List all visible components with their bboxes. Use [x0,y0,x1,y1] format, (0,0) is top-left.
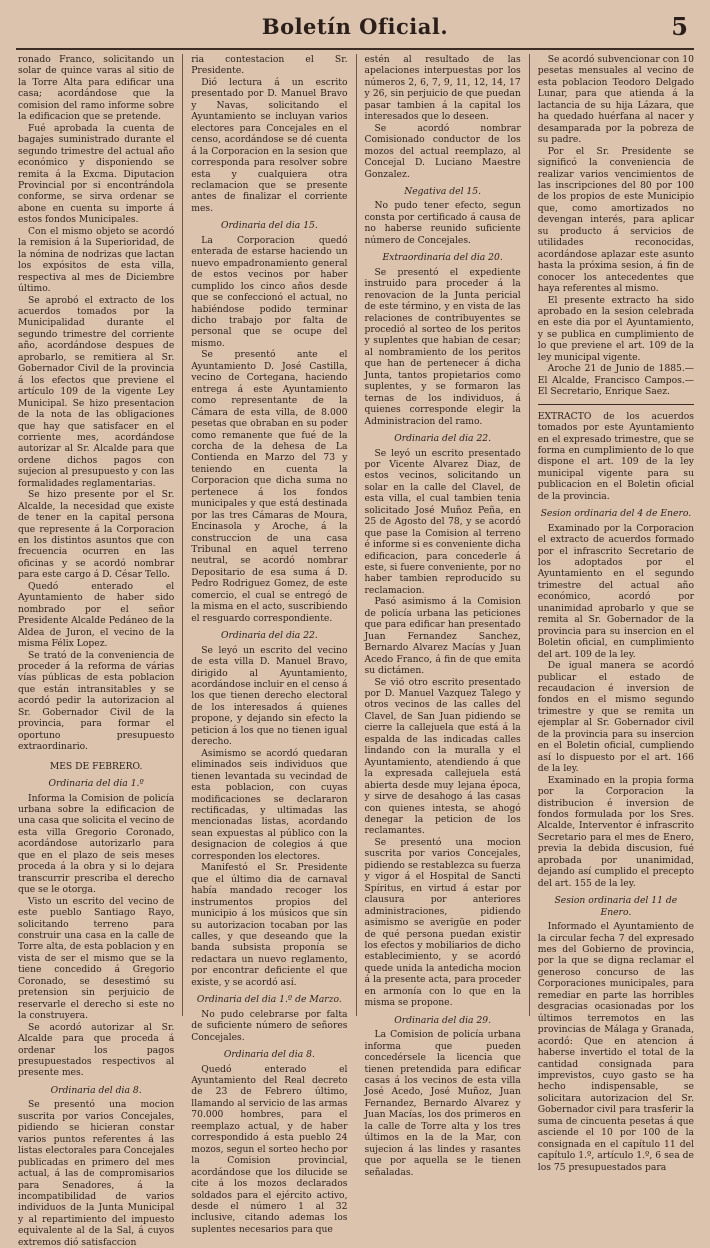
session-heading: Sesion ordinaria del 4 de Enero. [540,508,692,520]
text-columns [18,54,694,1248]
paragraph: Se leyó un escrito presentado por Vicente Alvarez Diaz, de estos vecinos, solicitando un solar en la calle del Clavel, de esta villa, el cual tambien tenia solicitado José Muñoz Peña, en 25 de Agosto del 78, y se acordó que pase la Comision al terreno é informe si es conveniente dicha edificacion, para concederle á este, si fuere conveniente, por no haber tambien reproducido su reclamacion. [364,447,521,596]
paragraph: Fué aprobada la cuenta de bagajes suministrado durante el segundo trimestre del actual año económico y disponiendo se remita á la Excma. Diputacion Provincial por si encontrándola conforme, se sirva ordenar se abone en cuenta su importe á estos fondos Municipales. [18,122,175,226]
paragraph: Se presentó una mocion suscrita por varios Concejales, pidiendo se hicieran constar varios puntos referentes á las listas electorales para Concejales publicadas en primero del mes actual, á las de compromisarios para Senadores, á la incompatibilidad de varios individuos de la Junta Municipal y al repartimiento del impuesto equivalente al de la Sal, á cuyos extremos dió satisfaccion [18,1099,175,1248]
paragraph: Quedó enterado el Ayuntamiento de haber sido nombrado por el señor Presidente Alcalde Pedáneo de la Aldea de Juron, el vecino de la misma Félix Lopez. [18,580,175,650]
paragraph: La Corporacion quedó enterada de estarse haciendo un nuevo empadronamiento general de estos vecinos por haber cumplido los cinco años desde que se confeccionó el actual, no habiéndose podido terminar dicho trabajo por falta de personal que se ocupe del mismo. [191,234,348,349]
column-2 [191,54,348,1235]
paragraph: Examinado por la Corporacion el extracto de acuerdos formado por el infrascrito Secretario de los adoptados por el Ayuntamiento en el segundo trimestre del actual año económico, acordó por unanimidad aprobarlo y que se remita al Sr. Gobernador de la provincia para su insercion en el Boletin oficial, en cumplimiento del art. 109 de la ley. [537,522,694,660]
paragraph: Informa la Comision de policía urbana sobre la edificacion de una casa que solicita el vecino de esta villa Gregorio Coronado, acordándose autorizarlo para que en el plazo de seis meses proceda á la obra y si lo dejara transcurrir prescriba el derecho que se le otorga. [18,792,175,896]
paragraph: Dió lectura á un escrito presentado por D. Manuel Bravo y Navas, solicitando el Ayuntamiento se incluyan varios electores para Concejales en el censo, acordándose se dé cuenta á la Corporacion en la sesion que corresponda para resolver sobre esta y cualquiera otra reclamacion que se presente antes de finalizar el corriente mes. [191,76,348,214]
month-heading: MES DE FEBRERO. [49,760,143,772]
paragraph: ronado Franco, solicitando un solar de quince varas al sitio de la Torre Alta para edificar una casa; acordándose que la comision del ramo informe sobre la edificacion que se pretende. [18,54,175,123]
paragraph: Visto un escrito del vecino de este pueblo Santiago Rayo, solicitando terreno para construir una casa en la calle de Torre alta, de esta poblacion y en vista de ser el mismo que se la tiene concedido á Gregorio Coronado, se desestimó su pretension sin perjuicio de reservarle el derecho si este no la construyera. [18,895,175,1022]
paragraph: Se vió otro escrito presentado por D. Manuel Vazquez Talego y otros vecinos de las calles del Clavel, de San Juan pidiendo se cierre la callejuela que está á la espalda de las indicadas calles lindando con la muralla y el Ayuntamiento, atendiendo á que la expresada callejuela está abierta desde muy lejana época, y sirve de desahogo á las casas con quienes intesta, se ahogó denegar la peticion de los reclamantes. [364,676,521,837]
paragraph: ria contestacion el Sr. Presidente. [191,54,348,77]
paragraph: Se aprobó el extracto de los acuerdos tomados por la Municipalidad durante el segundo trimestre del corriente año, acordándose despues de aprobarlo, se remitiera al Sr. Gobernador Civil de la provincia á los efectos que previene el artículo 109 de la vigente Ley Municipal. Se hizo presentacion de la nota de las obligaciones que hay que satisfacer en el corriente mes, acordándose autorizar al Sr. Alcalde para que ordene dichos pagos con sujecion al presupuesto y con las formalidades reglamentarias. [18,294,175,489]
paragraph: estén al resultado de las apelaciones interpuestas por los números 2, 6, 7, 9, 11, 12, 14, 17 y 26, sin perjuicio de que puedan pasar tambien á la capital los interesados que lo deseen. [364,54,521,123]
column-3 [364,54,521,1178]
session-heading: Ordinaria del dia 1.º de Marzo. [196,994,342,1006]
section-rule [538,404,694,405]
paragraph: Se trató de la conveniencia de proceder á la reforma de várias vías públicas de esta poblacion que están intransitables y se acordó pedir la autorizacion al Sr. Gobernador Civil de la provincia, para formar el oportuno presupuesto extraordinario. [18,649,175,753]
paragraph: Se hizo presente por el Sr. Alcalde, la necesidad que existe de tener en la capital persona que represente á la Corporacion en los distintos asuntos que con frecuencia ocurren en las oficinas y se acordó nombrar para este cargo á D. César Tello. [18,489,175,581]
paragraph: No pudo celebrarse por falta de suficiente número de señores Concejales. [191,1008,348,1043]
paragraph: EXTRACTO de los acuerdos tomados por este Ayuntamiento en el expresado trimestre, que se forma en cumplimiento de lo que dispone el art. 109 de la ley municipal vigente para su publicacion en el Boletin oficial de la provincia. [537,410,694,502]
paragraph: Con el mismo objeto se acordó la remision á la Superioridad, de la nómina de nodrizas que lactan los expósitos de esta villa, respectiva al mes de Diciembre último. [18,225,175,295]
paragraph: De igual manera se acordó publicar el estado de recaudacion é inversion de fondos en el mismo segundo trimestre y que se remita un ejemplar al Sr. Gobernador civil de la provincia para su insercion en el Boletin oficial, cumpliendo así lo dispuesto por el art. 166 de la ley. [537,660,694,775]
paragraph: Quedó enterado el Ayuntamiento del Real decreto de 23 de Febrero último, llamando al servicio de las armas 70.000 hombres, para el reemplazo actual, y de haber correspondido á esta pueblo 24 mozos, segun el sorteo hecho por la Comision provincial, acordándose que los dilucide se cite á los mozos declarados soldados para el ejército activo, desde el número 1 al 32 inclusive, citando ademas los suplentes necesarios para que [191,1063,348,1235]
paragraph: No pudo tener efecto, segun consta por certificado á causa de no haberse reunido suficiente número de Concejales. [364,200,521,246]
paragraph: Se acordó subvencionar con 10 pesetas mensuales al vecino de esta poblacion Teodoro Delgado Lunar, para que atienda á la lactancia de su hija Lázara, que ha quedado huérfana al nacer y desamparada por la pobreza de su padre. [537,54,694,146]
newspaper-title: Boletín Oficial. [261,14,449,39]
session-heading: Ordinaria del dia 22. [394,433,492,445]
paragraph: Se presentó una mocion suscrita por varios Concejales, pidiendo se restablezca su fuerza y vigor á el Hospital de Sancti Spíritus, en virtud á estar por clausura por anteriores administraciones, pidiendo asimismo se averigüe en poder de qué persona puedan existir los efectos y mobiliarios de dicho establecimiento, y se acordó quede unida la antedicha mocion á la presente acta, para proceder en armonía con lo que en la misma se propone. [364,836,521,1009]
session-heading: Ordinaria del dia 8. [50,1084,142,1096]
session-heading: Ordinaria del dia 8. [223,1049,315,1061]
session-heading: Ordinaria del dia 15. [220,220,318,232]
paragraph: El presente extracto ha sido aprobado en la sesion celebrada en este dia por el Ayuntamiento, y se publica en cumplimiento de lo que previene el art. 109 de la ley municipal vigente. [537,294,694,363]
paragraph: Se presentó ante el Ayuntamiento D. José Castilla, vecino de Cortegana, haciendo entrega á este Ayuntamiento como representante de la Cámara de esta villa, de 8.000 pesetas que obraban en su poder como remanente que fué de la corcha de la dehesa de La Contienda en Marzo del 73 y teniendo en cuenta la Corporacion que dicha suma no pertenece á los fondos municipales y que está destinada por las tres Cámaras de Moura, Encinasola y Aroche, á la construccion de una casa Tribunal en aquel terreno neutral, se acordó nombrar Depositario de esa suma á D. Pedro Rodriguez Gomez, de este comercio, el cual se entregó de la misma en el acto, suscribiendo el resguardo correspondiente. [191,349,348,624]
session-heading: Sesion ordinaria del 11 de Enero. [554,895,678,918]
page-number: 5 [671,12,688,41]
paragraph: Aroche 21 de Junio de 1885.—El Alcalde, Francisco Campos.—El Secretario, Enrique Saez. [537,363,694,398]
paragraph: Asimismo se acordó quedaran eliminados seis individuos que tienen levantada su vecindad de esta poblacion, con cuyas modificaciones se declararon rectificadas, y ultimadas las mencionadas listas, acordando sean expuestas al público con la designacion de colegios á que corresponden los electores. [191,747,348,862]
header-rule [16,48,694,50]
column-divider [356,54,357,1016]
session-heading: Ordinaria del dia 29. [394,1014,492,1026]
column-1 [18,54,175,1248]
paragraph: Informado el Ayuntamiento de la circular fecha 7 del expresado mes del Gobierno de provincia, por la que se digna reclamar el generoso concurso de las Corporaciones municipales, para remediar en parte las horribles desgracias ocasionadas por los últimos terremotos en las provincias de Málaga y Granada, acordó: Que en atencion á haberse invertido el total de la cantidad consignada para imprevistos, cuyo gasto se ha hecho indispensable, se solicitara autorizacion del Sr. Gobernador civil para trasferir la suma de cincuenta pesetas á que asciende el 10 por 100 de la consignada en el capítulo 11 del capítulo 1.º, artículo 1.º, 6 sea de los 75 presupuestados para [537,921,694,1173]
column-4 [537,54,694,1173]
session-heading: Extraordinaria del dia 20. [382,252,503,264]
session-heading: Ordinaria del dia 22. [220,630,318,642]
page-header [16,10,694,48]
session-heading: Negativa del 15. [404,185,482,197]
paragraph: Se acordó autorizar al Sr. Alcalde para que proceda á ordenar los pagos presupuestados respectivos al presente mes. [18,1021,175,1079]
paragraph: Pasó asimismo á la Comision de policía urbana las peticiones que para edificar han presentado Juan Fernandez Sanchez, Bernardo Alvarez Macías y Juan Acedo Franco, á fin de que emita su dictámen. [364,596,521,677]
paragraph: La Comision de policía urbana informa que pueden concedérsele la licencia que tienen pretendida para edificar casas á los vecinos de esta villa José Acedo, José Muñoz, Juan Fernandez, Bernardo Alvarez y Juan Macías, los dos primeros en la calle de Torre alta y los tres últimos en la de la Mar, con sujecion á las lindes y rasantes que por aquella se le tienen señaladas. [364,1029,521,1178]
paragraph: Manifestó el Sr. Presidente que el último dia de carnaval había mandado recoger los instrumentos propios del municipio á los músicos que sin su autorizacion tocaban por las calles, y que deseando que la banda subsista proponía se redactara un nuevo reglamento, por encontrar deficiente el que existe, y se acordó así. [191,862,348,988]
paragraph: Se acordó nombrar Comisionado conductor de los mozos del actual reemplazo, al Concejal D. Luciano Maestre Gonzalez. [364,122,521,180]
paragraph: Se presentó el expediente instruido para proceder á la renovacion de la Junta pericial de este término, y en vista de las relaciones de contribuyentes se procedió al sorteo de los peritos y suplentes que habian de cesar; al nombramiento de los peritos que han de pertenecer á dicha Junta, tantos propietarios como suplentes, y se formaron las ternas de los individuos, á quienes corresponde elegir la Administracion del ramo. [364,266,521,427]
column-divider [529,54,530,1016]
session-heading: Ordinaria del dia 1.º [48,778,144,790]
column-divider [182,54,183,1016]
paragraph: Por el Sr. Presidente se significó la conveniencia de realizar varios vencimientos de las inscripciones del 80 por 100 de los propios de este Municipio que, como amortizados no devengan interés, para aplicar su producto á servicios de utilidades reconocidas, acordándose aplazar este asunto hasta la próxima sesion, á fin de conocer los antecedentes que haya referentes al mismo. [537,145,694,295]
paragraph: Se leyó un escrito del vecino de esta villa D. Manuel Bravo, dirigido al Ayuntamiento, acordándose incluir en el censo á los que tienen derecho electoral de los interesados á quienes propone, y dejando sin efecto la peticion á los que no tienen igual derecho. [191,644,348,748]
paragraph: Examinado en la propia forma por la Corporacion la distribucion é inversion de fondos formulada por los Sres. Alcalde, Interventor é infrascrito Secretario para el mes de Enero, previa la debida discusion, fué aprobada por unanimidad, dejando así cumplido el precepto del art. 155 de la ley. [537,774,694,889]
